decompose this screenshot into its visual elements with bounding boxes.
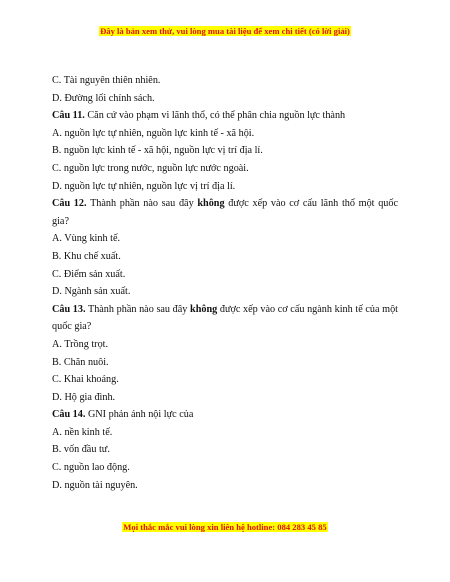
question-13-text-before: Thành phần nào sau đây — [87, 303, 188, 315]
preview-notice-banner — [0, 26, 450, 37]
question-12-text-before: Thành phần nào sau đây — [90, 198, 194, 210]
question-14-text: GNI phản ánh nội lực của — [87, 409, 194, 421]
question-12 — [52, 195, 398, 230]
question-13-text-after: được xếp vào cơ cấu ngành kinh tế của một quốc gia? — [52, 303, 399, 333]
hotline-text: Mọi thắc mắc vui lòng xin liên hệ hotline: 084 283 45 85 — [123, 522, 327, 532]
question-12-negation: không — [197, 198, 225, 210]
question-11-number: Câu 11. — [52, 110, 85, 122]
question-12-number: Câu 12. — [52, 198, 87, 210]
question-11-text: Căn cứ vào phạm vi lãnh thổ, có thể phân chia nguồn lực thành — [87, 110, 346, 122]
q13-option-b: B. Chăn nuôi. — [52, 356, 109, 368]
q12-option-b: B. Khu chế xuất. — [52, 250, 121, 262]
question-13-negation: không — [190, 303, 218, 315]
q12-option-a: A. Vùng kinh tế. — [52, 233, 121, 245]
document-body — [52, 72, 398, 494]
q14-option-a: A. nền kinh tế. — [52, 426, 113, 438]
q11-option-c: C. nguồn lực trong nước, nguồn lực nước ngoài. — [52, 162, 249, 174]
option-c-previous: C. Tài nguyên thiên nhiên. — [52, 75, 161, 86]
question-11 — [52, 107, 398, 125]
q13-option-c: C. Khai khoáng. — [52, 374, 119, 386]
q13-option-d: D. Hộ gia đình. — [52, 391, 116, 403]
q12-option-d: D. Ngành sản xuất. — [52, 286, 131, 298]
question-14 — [52, 406, 398, 424]
q11-option-b: B. nguồn lực kinh tế - xã hội, nguồn lực vị trí địa lí. — [52, 145, 263, 157]
hotline-banner — [0, 522, 450, 533]
q11-option-a: A. nguồn lực tự nhiên, nguồn lực kinh tế - xã hội. — [52, 127, 255, 139]
question-14-number: Câu 14. — [52, 409, 86, 421]
q11-option-d: D. nguồn lực tự nhiên, nguồn lực vị trí địa lí. — [52, 180, 236, 192]
question-12-text-after: được xếp vào cơ cấu lãnh thổ một quốc gia? — [52, 198, 399, 227]
q12-option-c: C. Điểm sản xuất. — [52, 268, 126, 280]
question-13-number: Câu 13. — [52, 303, 86, 315]
q14-option-b: B. vốn đầu tư. — [52, 444, 110, 456]
q13-option-a: A. Trồng trọt. — [52, 338, 109, 350]
q14-option-c: C. nguồn lao động. — [52, 462, 130, 474]
q14-option-d: D. nguồn tài nguyên. — [52, 479, 138, 491]
preview-notice-text: Đây là bản xem thử, vui lòng mua tài liệu để xem chi tiết (có lời giải) — [100, 26, 350, 36]
option-d-previous: D. Đường lối chính sách. — [52, 92, 155, 104]
question-13 — [52, 301, 398, 336]
